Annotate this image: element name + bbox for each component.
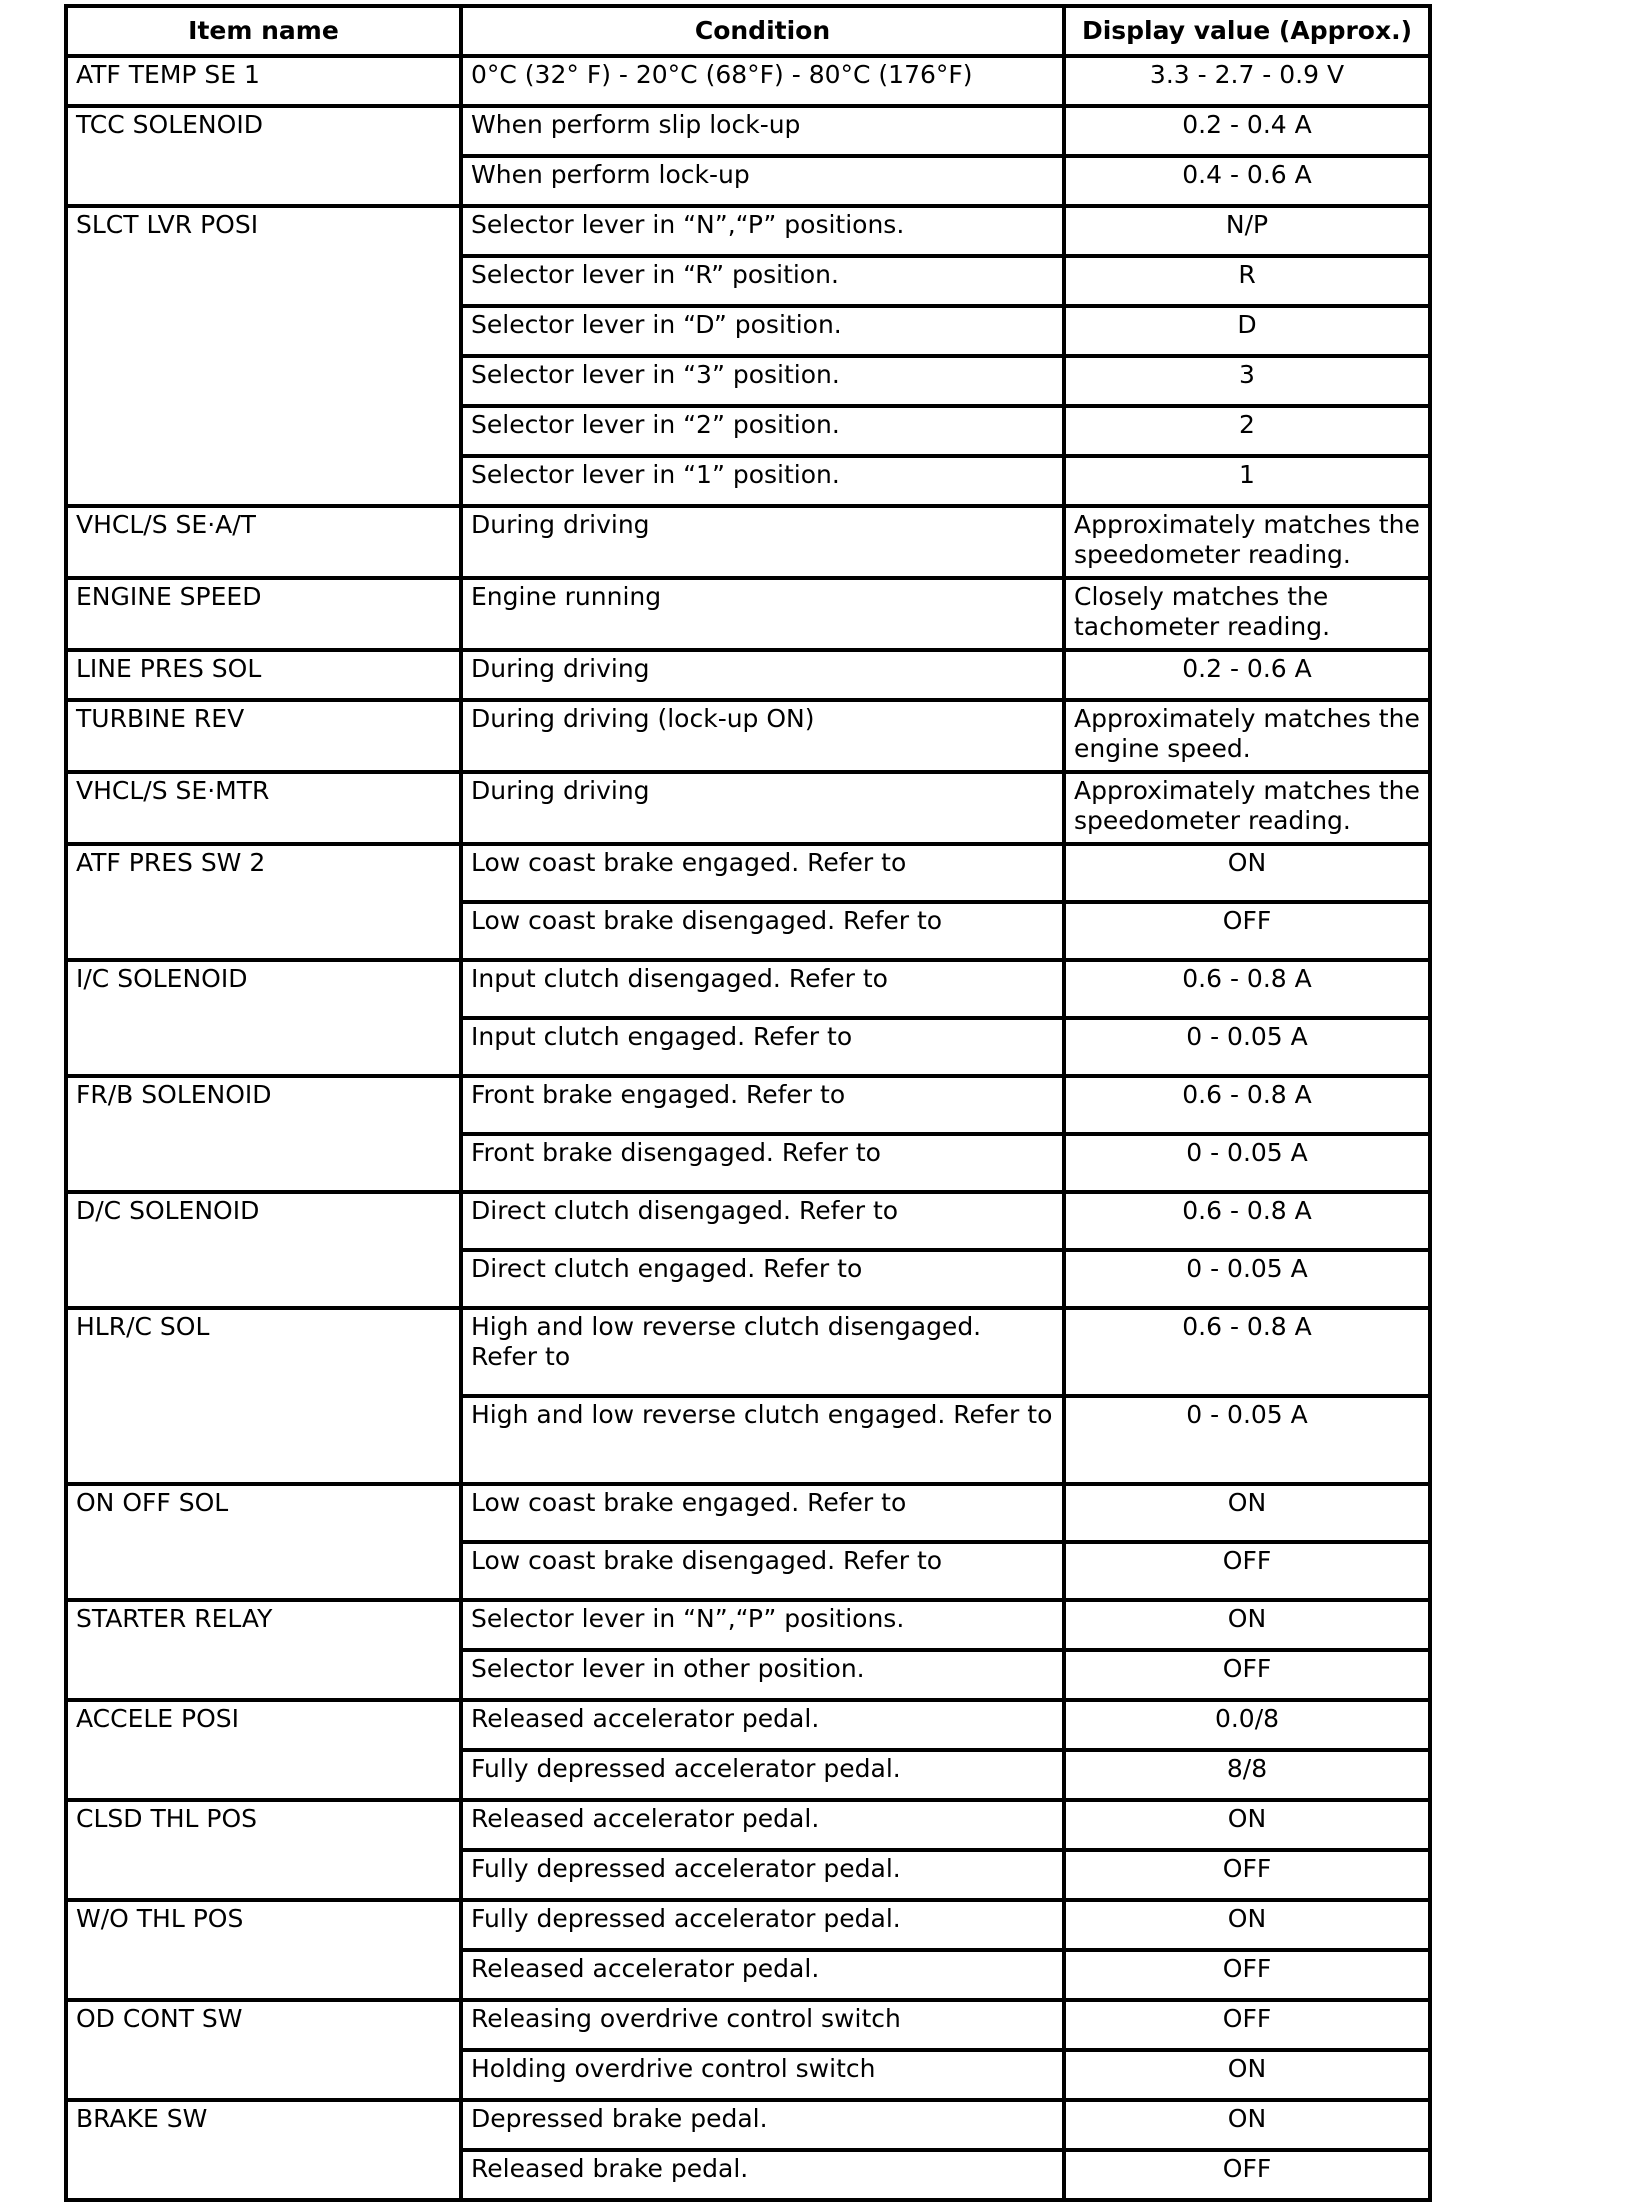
display-value: 0.6 - 0.8 A [1064, 1076, 1430, 1134]
display-value: 8/8 [1064, 1750, 1430, 1800]
table-row [66, 772, 1430, 844]
condition: Holding overdrive control switch [461, 2050, 1064, 2100]
display-value: OFF [1064, 2150, 1430, 2200]
display-value: 0.2 - 0.4 A [1064, 106, 1430, 156]
display-value: 1 [1064, 456, 1430, 506]
table-row [66, 1484, 1430, 1542]
display-value: Approximately matches the speedometer reading. [1064, 772, 1430, 844]
condition: Front brake disengaged. Refer to [461, 1134, 1064, 1192]
display-value: OFF [1064, 1850, 1430, 1900]
display-value: ON [1064, 844, 1430, 902]
condition: Low coast brake engaged. Refer to [461, 844, 1064, 902]
header-item-name: Item name [66, 6, 461, 56]
condition: Low coast brake disengaged. Refer to [461, 1542, 1064, 1600]
table-row [66, 1900, 1430, 1950]
display-value: 0.2 - 0.6 A [1064, 650, 1430, 700]
condition: Released accelerator pedal. [461, 1800, 1064, 1850]
display-value: OFF [1064, 902, 1430, 960]
display-value: N/P [1064, 206, 1430, 256]
display-value: Approximately matches the speedometer reading. [1064, 506, 1430, 578]
table-row [66, 1600, 1430, 1650]
condition: During driving [461, 650, 1064, 700]
condition: Direct clutch engaged. Refer to [461, 1250, 1064, 1308]
condition: Engine running [461, 578, 1064, 650]
condition: Direct clutch disengaged. Refer to [461, 1192, 1064, 1250]
condition: Selector lever in “3” position. [461, 356, 1064, 406]
display-value: Closely matches the tachometer reading. [1064, 578, 1430, 650]
condition: Low coast brake disengaged. Refer to [461, 902, 1064, 960]
display-value: 0 - 0.05 A [1064, 1250, 1430, 1308]
condition: Fully depressed accelerator pedal. [461, 1900, 1064, 1950]
table-row [66, 578, 1430, 650]
table-row [66, 206, 1430, 256]
item-name: HLR/C SOL [66, 1308, 461, 1484]
display-value: ON [1064, 1900, 1430, 1950]
condition: Selector lever in “N”,“P” positions. [461, 1600, 1064, 1650]
table-row [66, 650, 1430, 700]
item-name: ON OFF SOL [66, 1484, 461, 1600]
display-value: 0.6 - 0.8 A [1064, 1308, 1430, 1396]
item-name: TCC SOLENOID [66, 106, 461, 206]
table-row [66, 1192, 1430, 1250]
condition: Input clutch disengaged. Refer to [461, 960, 1064, 1018]
item-name: FR/B SOLENOID [66, 1076, 461, 1192]
display-value: 0.6 - 0.8 A [1064, 960, 1430, 1018]
condition: 0°C (32° F) - 20°C (68°F) - 80°C (176°F) [461, 56, 1064, 106]
display-value: ON [1064, 1484, 1430, 1542]
display-value: OFF [1064, 2000, 1430, 2050]
item-name: SLCT LVR POSI [66, 206, 461, 506]
condition: Selector lever in “N”,“P” positions. [461, 206, 1064, 256]
header-display-value: Display value (Approx.) [1064, 6, 1430, 56]
condition: Fully depressed accelerator pedal. [461, 1750, 1064, 1800]
table-row [66, 1700, 1430, 1750]
table-row [66, 2100, 1430, 2150]
item-name: VHCL/S SE·A/T [66, 506, 461, 578]
display-value: OFF [1064, 1950, 1430, 2000]
item-name: ATF PRES SW 2 [66, 844, 461, 960]
display-value: 0 - 0.05 A [1064, 1018, 1430, 1076]
display-value: 3 [1064, 356, 1430, 406]
table-row [66, 844, 1430, 902]
condition: During driving [461, 772, 1064, 844]
display-value: OFF [1064, 1542, 1430, 1600]
condition: Selector lever in other position. [461, 1650, 1064, 1700]
item-name: ENGINE SPEED [66, 578, 461, 650]
table-row [66, 56, 1430, 106]
display-value: 0 - 0.05 A [1064, 1134, 1430, 1192]
table-row [66, 2000, 1430, 2050]
item-name: STARTER RELAY [66, 1600, 461, 1700]
condition: Selector lever in “D” position. [461, 306, 1064, 356]
item-name: ACCELE POSI [66, 1700, 461, 1800]
display-value: R [1064, 256, 1430, 306]
item-name: CLSD THL POS [66, 1800, 461, 1900]
table-row [66, 960, 1430, 1018]
table-row [66, 1076, 1430, 1134]
display-value: ON [1064, 1600, 1430, 1650]
condition: During driving [461, 506, 1064, 578]
condition: Selector lever in “1” position. [461, 456, 1064, 506]
condition: When perform slip lock-up [461, 106, 1064, 156]
condition: Released accelerator pedal. [461, 1700, 1064, 1750]
display-value: D [1064, 306, 1430, 356]
display-value: ON [1064, 2050, 1430, 2100]
item-name: I/C SOLENOID [66, 960, 461, 1076]
item-name: TURBINE REV [66, 700, 461, 772]
table-row [66, 1308, 1430, 1396]
condition: Releasing overdrive control switch [461, 2000, 1064, 2050]
condition: High and low reverse clutch engaged. Refer to [461, 1396, 1064, 1484]
display-value: 3.3 - 2.7 - 0.9 V [1064, 56, 1430, 106]
header-condition: Condition [461, 6, 1064, 56]
condition: Input clutch engaged. Refer to [461, 1018, 1064, 1076]
condition: Released brake pedal. [461, 2150, 1064, 2200]
display-value: 0 - 0.05 A [1064, 1396, 1430, 1484]
display-value: ON [1064, 2100, 1430, 2150]
table-row [66, 106, 1430, 156]
item-name: D/C SOLENOID [66, 1192, 461, 1308]
item-name: W/O THL POS [66, 1900, 461, 2000]
display-value: ON [1064, 1800, 1430, 1850]
item-name: LINE PRES SOL [66, 650, 461, 700]
monitor-item-table [64, 4, 1432, 2202]
item-name: BRAKE SW [66, 2100, 461, 2200]
condition: Fully depressed accelerator pedal. [461, 1850, 1064, 1900]
table-row [66, 1800, 1430, 1850]
item-name: ATF TEMP SE 1 [66, 56, 461, 106]
item-name: VHCL/S SE·MTR [66, 772, 461, 844]
display-value: 2 [1064, 406, 1430, 456]
condition: Depressed brake pedal. [461, 2100, 1064, 2150]
condition: Released accelerator pedal. [461, 1950, 1064, 2000]
condition: Selector lever in “R” position. [461, 256, 1064, 306]
condition: Front brake engaged. Refer to [461, 1076, 1064, 1134]
condition: When perform lock-up [461, 156, 1064, 206]
condition: During driving (lock-up ON) [461, 700, 1064, 772]
display-value: 0.6 - 0.8 A [1064, 1192, 1430, 1250]
condition: Selector lever in “2” position. [461, 406, 1064, 456]
table-row [66, 700, 1430, 772]
display-value: 0.4 - 0.6 A [1064, 156, 1430, 206]
condition: Low coast brake engaged. Refer to [461, 1484, 1064, 1542]
display-value: 0.0/8 [1064, 1700, 1430, 1750]
condition: High and low reverse clutch disengaged. Refer to [461, 1308, 1064, 1396]
display-value: OFF [1064, 1650, 1430, 1700]
display-value: Approximately matches the engine speed. [1064, 700, 1430, 772]
table-row [66, 506, 1430, 578]
item-name: OD CONT SW [66, 2000, 461, 2100]
